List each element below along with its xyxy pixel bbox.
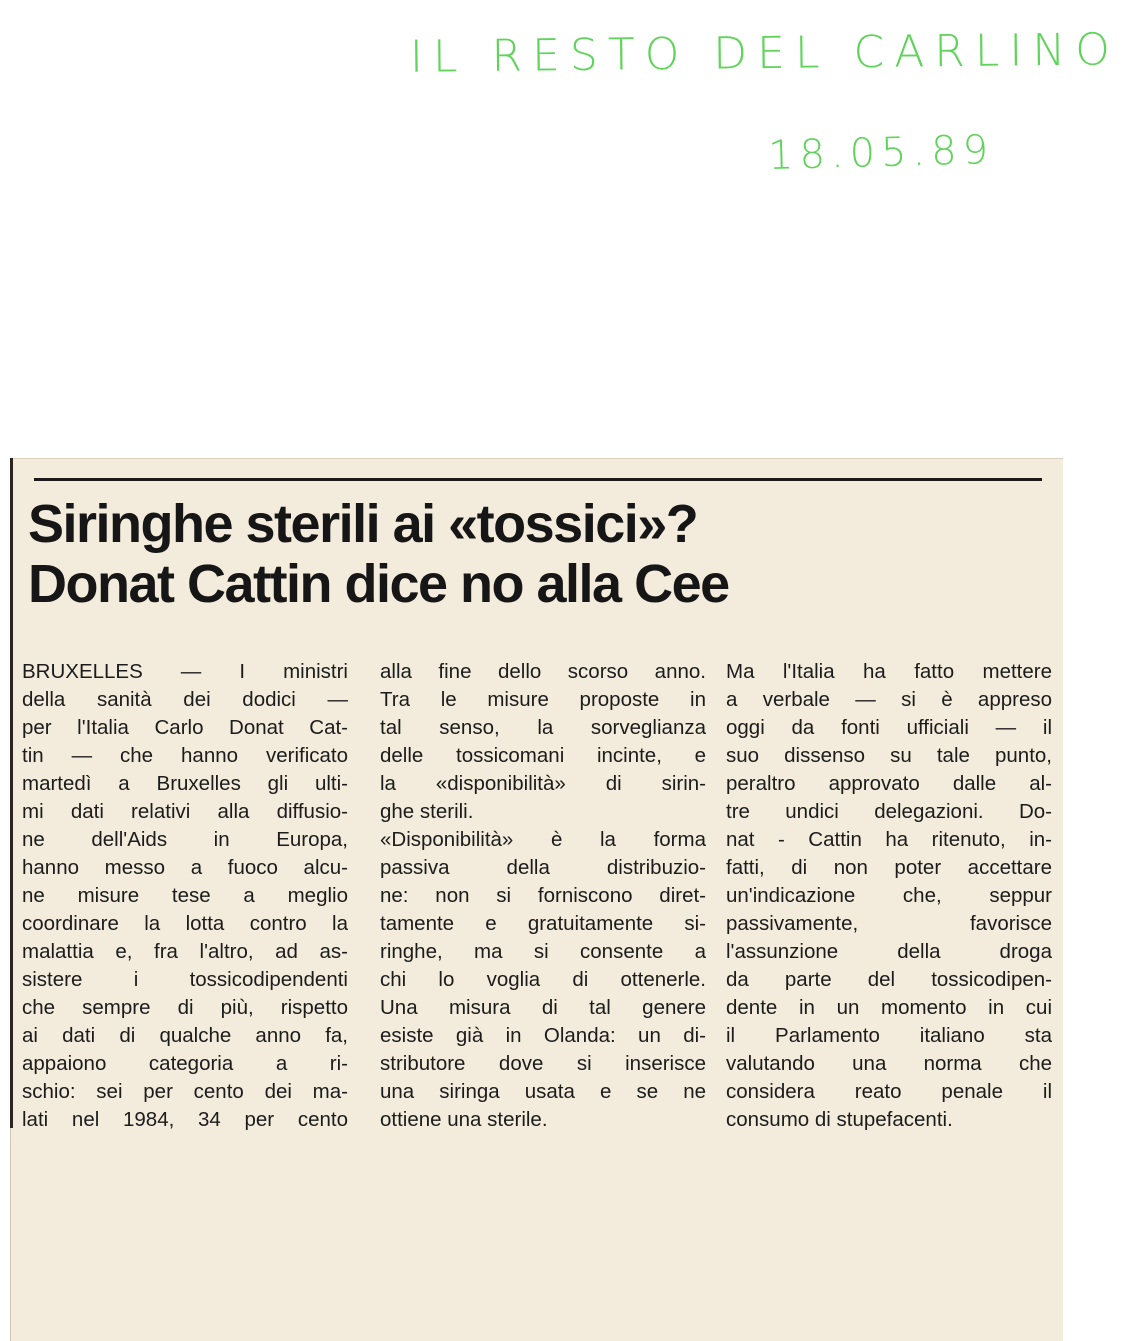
- article-text-line: l'assunzione della droga: [726, 940, 1052, 963]
- article-text-line: fatti, di non poter accettare: [726, 856, 1052, 879]
- article-text-line: stributore dove si inserisce: [380, 1052, 706, 1075]
- article-text-line: lati nel 1984, 34 per cento: [22, 1108, 348, 1131]
- article-headline: [28, 494, 1048, 614]
- headline-rule: [34, 478, 1042, 481]
- article-text-line: ne misure tese a meglio: [22, 884, 348, 907]
- article-text-line: tal senso, la sorveglianza: [380, 716, 706, 739]
- article-text-line: ghe sterili.: [380, 800, 474, 823]
- article-text-line: tamente e gratuitamente si-: [380, 912, 706, 935]
- article-text-line: Ma l'Italia ha fatto mettere: [726, 660, 1052, 683]
- article-text-line: da parte del tossicodipen-: [726, 968, 1052, 991]
- article-text-line: a verbale — si è appreso: [726, 688, 1052, 711]
- article-text-line: ai dati di qualche anno fa,: [22, 1024, 348, 1047]
- article-text-line: sistere i tossicodipendenti: [22, 968, 348, 991]
- article-text-line: hanno messo a fuoco alcu-: [22, 856, 348, 879]
- article-text-line: il Parlamento italiano sta: [726, 1024, 1052, 1047]
- article-text-line: mi dati relativi alla diffusio-: [22, 800, 348, 823]
- article-column-1: [22, 658, 348, 1134]
- article-text-line: Una misura di tal genere: [380, 996, 706, 1019]
- headline-line-2: Donat Cattin dice no alla Cee: [28, 554, 729, 614]
- article-text-line: alla fine dello scorso anno.: [380, 660, 706, 683]
- article-text-line: ottiene una sterile.: [380, 1108, 548, 1131]
- article-text-line: che sempre di più, rispetto: [22, 996, 348, 1019]
- article-text-line: suo dissenso su tale punto,: [726, 744, 1052, 767]
- handwritten-date: 18.05.89: [767, 127, 995, 179]
- article-text-line: ringhe, ma si consente a: [380, 940, 706, 963]
- article-text-line: passiva della distribuzio-: [380, 856, 706, 879]
- article-column-3: [726, 658, 1052, 1134]
- headline-line-1: Siringhe sterili ai «tossici»?: [28, 494, 698, 554]
- clipping-edge: [10, 458, 13, 1128]
- article-column-2: [380, 658, 706, 1134]
- article-text-line: tre undici delegazioni. Do-: [726, 800, 1052, 823]
- article-text-line: dente in un momento in cui: [726, 996, 1052, 1019]
- article-text-line: esiste già in Olanda: un di-: [380, 1024, 706, 1047]
- article-text-line: schio: sei per cento dei ma-: [22, 1080, 348, 1103]
- article-text-line: malattia e, fra l'altro, ad as-: [22, 940, 348, 963]
- article-text-line: «Disponibilità» è la forma: [380, 828, 706, 851]
- article-text-line: una siringa usata e se ne: [380, 1080, 706, 1103]
- article-text-line: passivamente, favorisce: [726, 912, 1052, 935]
- article-text-line: martedì a Bruxelles gli ulti-: [22, 772, 348, 795]
- article-text-line: tin — che hanno verificato: [22, 744, 348, 767]
- article-text-line: delle tossicomani incinte, e: [380, 744, 706, 767]
- article-text-line: valutando una norma che: [726, 1052, 1052, 1075]
- article-text-line: ne dell'Aids in Europa,: [22, 828, 348, 851]
- article-text-line: per l'Italia Carlo Donat Cat-: [22, 716, 348, 739]
- article-text-line: considera reato penale il: [726, 1080, 1052, 1103]
- article-text-line: consumo di stupefacenti.: [726, 1108, 953, 1131]
- article-text-line: nat - Cattin ha ritenuto, in-: [726, 828, 1052, 851]
- article-text-line: oggi da fonti ufficiali — il: [726, 716, 1052, 739]
- article-text-line: coordinare la lotta contro la: [22, 912, 348, 935]
- handwritten-newspaper-name: IL RESTO DEL CARLINO: [409, 24, 1121, 83]
- article-text-line: un'indicazione che, seppur: [726, 884, 1052, 907]
- article-text-line: appaiono categoria a ri-: [22, 1052, 348, 1075]
- article-text-line: peraltro approvato dalle al-: [726, 772, 1052, 795]
- article-text-line: chi lo voglia di ottenerle.: [380, 968, 706, 991]
- article-text-line: ne: non si forniscono diret-: [380, 884, 706, 907]
- article-text-line: Tra le misure proposte in: [380, 688, 706, 711]
- article-text-line: la «disponibilità» di sirin-: [380, 772, 706, 795]
- article-text-line: della sanità dei dodici —: [22, 688, 348, 711]
- article-text-line: BRUXELLES — I ministri: [22, 660, 348, 683]
